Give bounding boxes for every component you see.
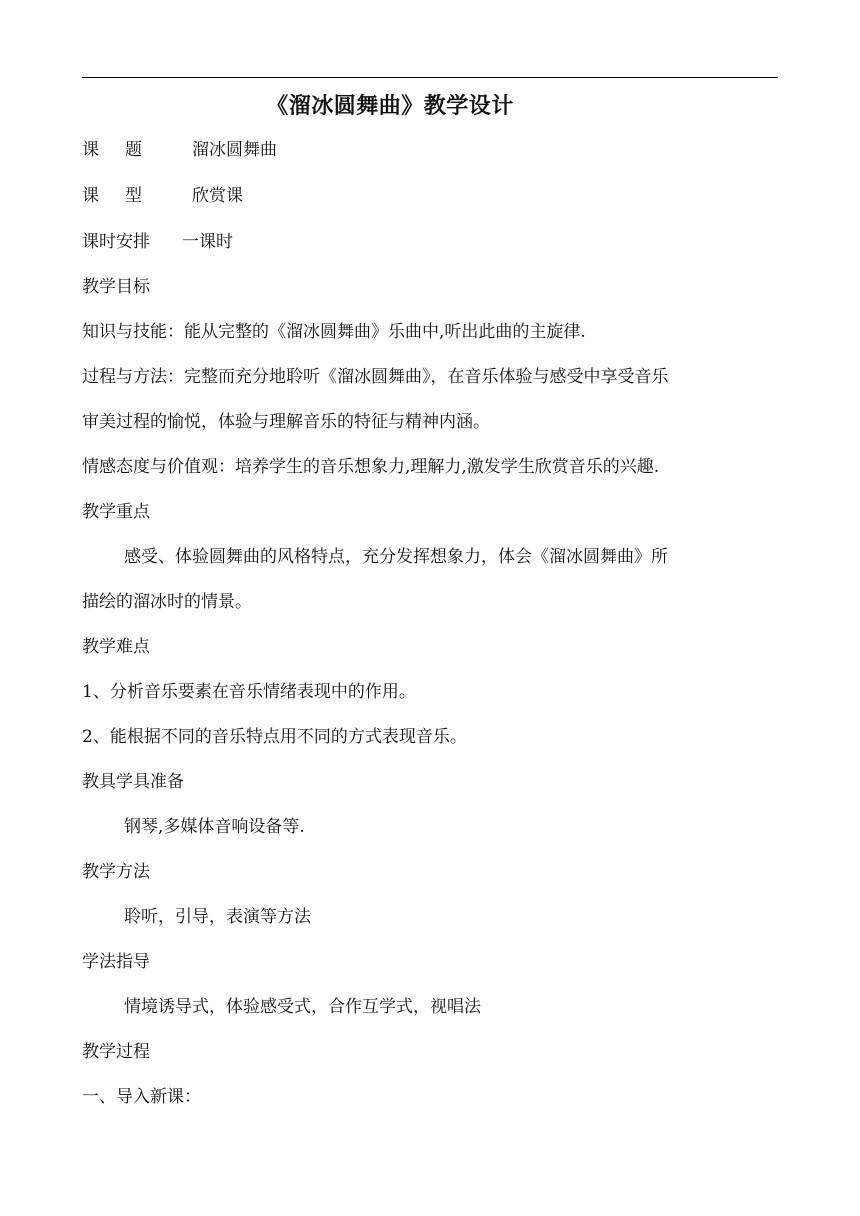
type-value: 欣赏课 <box>192 186 243 206</box>
difficulty-item-2: 2、能根据不同的音乐特点用不同的方式表现音乐。 <box>82 727 467 747</box>
difficulty-item-1: 1、分析音乐要素在音乐情绪表现中的作用。 <box>82 682 416 702</box>
process-step-1: 一、导入新课： <box>82 1087 201 1107</box>
schedule-label: 课时安排 <box>82 232 150 252</box>
key-heading: 教学重点 <box>82 502 150 522</box>
goal-process-line-1: 过程与方法：完整而充分地聆听《溜冰圆舞曲》，在音乐体验与感受中享受音乐 <box>82 367 669 387</box>
schedule-row <box>82 230 233 254</box>
goals-heading: 教学目标 <box>82 277 150 297</box>
difficulty-heading: 教学难点 <box>82 637 150 657</box>
key-line-1: 感受、体验圆舞曲的风格特点，充分发挥想象力，体会《溜冰圆舞曲》所 <box>124 547 668 567</box>
tools-value: 钢琴,多媒体音响设备等. <box>124 817 305 837</box>
key-line-2: 描绘的溜冰时的情景。 <box>82 592 252 612</box>
tools-heading: 教具学具准备 <box>82 772 184 792</box>
topic-row <box>82 138 277 162</box>
method-value: 聆听，引导，表演等方法 <box>124 907 311 927</box>
study-value: 情境诱导式，体验感受式，合作互学式，视唱法 <box>124 997 481 1017</box>
schedule-value: 一课时 <box>182 232 233 252</box>
topic-label: 课题 <box>82 140 168 160</box>
header-rule <box>82 77 778 78</box>
process-heading: 教学过程 <box>82 1042 150 1062</box>
goal-process-line-2: 审美过程的愉悦，体验与理解音乐的特征与精神内涵。 <box>82 412 490 432</box>
type-row <box>82 184 243 208</box>
topic-value: 溜冰圆舞曲 <box>192 140 277 160</box>
method-heading: 教学方法 <box>82 862 150 882</box>
goal-knowledge: 知识与技能：能从完整的《溜冰圆舞曲》乐曲中,听出此曲的主旋律. <box>82 322 586 342</box>
document-title: 《溜冰圆舞曲》教学设计 <box>266 93 514 119</box>
type-label: 课型 <box>82 186 168 206</box>
goal-emotion: 情感态度与价值观：培养学生的音乐想象力,理解力,激发学生欣赏音乐的兴趣. <box>82 457 660 477</box>
study-heading: 学法指导 <box>82 952 150 972</box>
